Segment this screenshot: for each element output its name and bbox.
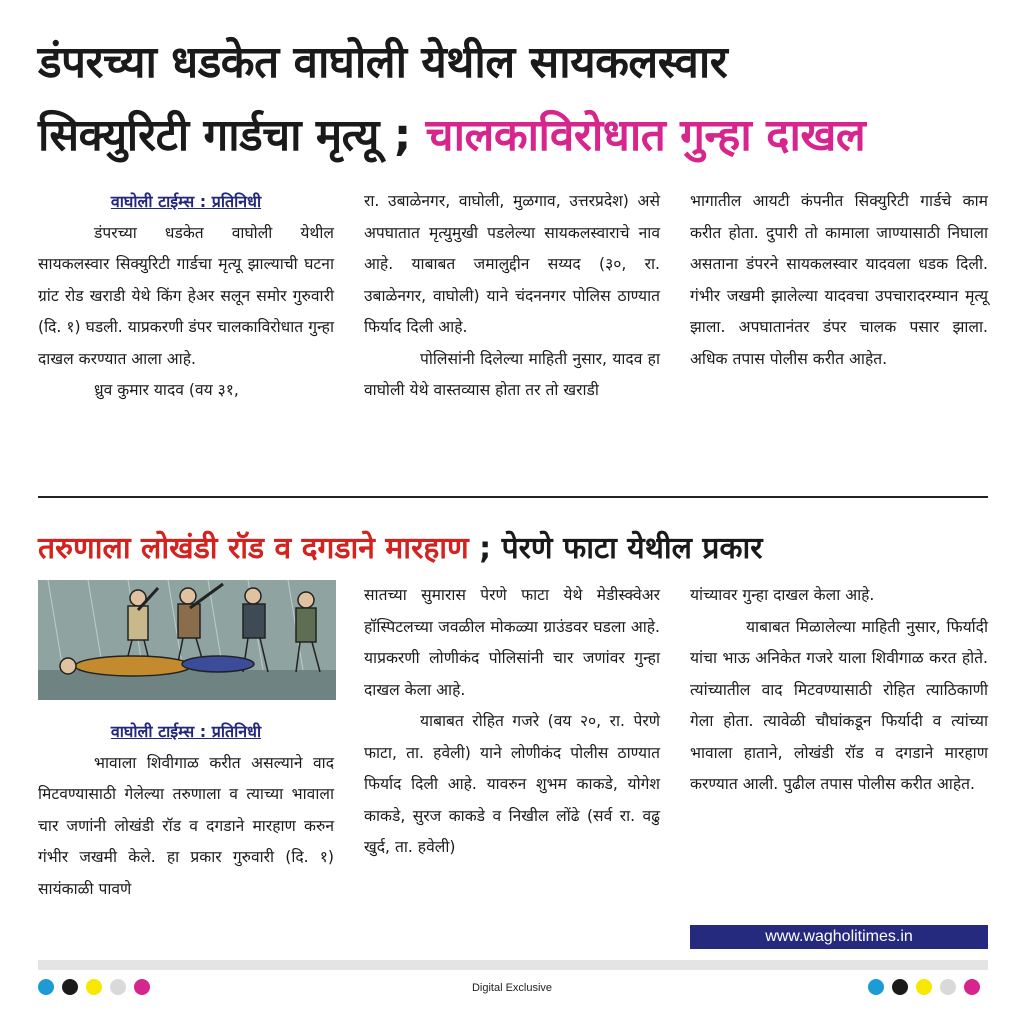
website-link[interactable]: www.wagholitimes.in — [690, 925, 988, 949]
story1-col2-paragraph-1: रा. उबाळेनगर, वाघोली, मुळगाव, उत्तरप्रदेश) असे अपघातात मृत्युमुखी पडलेल्या सायकलस्वाराचे नाव आहे. याबाबत जमालुद्दीन सय्यद (३०, रा. उबाळेनगर, वाघोली) याने चंदननगर पोलिस ठाण्यात फिर्याद दिली आहे. — [364, 192, 660, 336]
story2-col2-paragraph-2: याबाबत रोहित गजरे (वय २०, रा. पेरणे फाटा, ता. हवेली) याने लोणीकंद पोलीस ठाण्यात फिर्याद दिली आहे. यावरुन शुभम काकडे, योगेश काकडे, सुरज काकडे व निखील लोंढे (सर्व रा. वढु खुर्द, ता. हवेली) — [364, 712, 660, 856]
story2-col3-paragraph-2: याबाबत मिळालेल्या माहिती नुसार, फिर्यादी यांचा भाऊ अनिकेत गजरे याला शिवीगाळ करत होते. त्यांच्यातील वाद मिटवण्यासाठी रोहित त्याठिकाणी गेला होता. त्यावेळी चौघांकडून फिर्यादी व त्यांच्या भावाला हाताने, लोखंडी रॉड व दगडाने मारहाण करण्यात आली. पुढील तपास पोलीस करीत आहेत. — [690, 617, 988, 793]
magenta-dot — [964, 979, 980, 995]
story1-column-2 — [364, 186, 660, 407]
gray-dot — [940, 979, 956, 995]
story2-byline: वाघोली टाईम्स : प्रतिनिधी — [110, 722, 262, 741]
story2-col3-paragraph-1: यांच्यावर गुन्हा दाखल केला आहे. — [690, 586, 875, 604]
yellow-dot — [916, 979, 932, 995]
story1-column-1 — [38, 186, 334, 407]
story1-col1-paragraph-2: ध्रुव कुमार यादव (वय ३१, — [94, 381, 239, 399]
registration-dots-right — [868, 979, 980, 995]
story1-byline: वाघोली टाईम्स : प्रतिनिधी — [110, 192, 262, 211]
story2-col1-paragraph-1: भावाला शिवीगाळ करीत असल्याने वाद मिटवण्यासाठी गेलेल्या तरुणाला व त्याच्या भावाला चार जणांनी लोखंडी रॉड व दगडाने मारहाण करुन गंभीर जखमी केले. हा प्रकार गुरुवारी (दि. १) सायंकाळी पावणे — [38, 753, 334, 898]
cyan-dot — [868, 979, 884, 995]
story2-col2-paragraph-1: सातच्या सुमारास पेरणे फाटा येथे मेडीस्क्वेअर हॉस्पिटलच्या जवळील मोकळ्या ग्राउंडवर घडला आहे. याप्रकरणी लोणीकंद पोलिसांनी चार जणांवर गुन्हा दाखल केला आहे. — [364, 586, 660, 699]
story2-column-2 — [364, 580, 660, 864]
story1-headline-pink: चालकाविरोधात गुन्हा दाखल — [425, 110, 866, 161]
story2-column-1 — [38, 716, 334, 905]
assault-illustration — [38, 580, 336, 700]
section-divider — [38, 496, 988, 498]
story2-headline-black: ; पेरणे फाटा येथील प्रकार — [468, 531, 763, 566]
story1-column-3 — [690, 186, 988, 375]
black-dot — [892, 979, 908, 995]
digital-exclusive-label: Digital Exclusive — [471, 982, 553, 994]
story2-headline-red: तरुणाला लोखंडी रॉड व दगडाने मारहाण — [38, 531, 469, 566]
story2-column-3 — [690, 580, 988, 801]
story1-col2-paragraph-2: पोलिसांनी दिलेल्या माहिती नुसार, यादव हा वाघोली येथे वास्तव्यास होता तर तो खराडी — [364, 349, 660, 399]
footer-bar — [38, 960, 988, 970]
story1-headline-black: सिक्युरिटी गार्डचा मृत्यू ; — [38, 110, 426, 161]
story1-col3-paragraph-1: भागातील आयटी कंपनीत सिक्युरिटी गार्डचे काम करीत होता. दुपारी तो कामाला जाण्यासाठी निघाला असताना डंपरने सायकलस्वार यादवला धडक दिली. गंभीर जखमी झालेल्या यादवचा उपचारादरम्यान मृत्यू झाला. अपघातानंतर डंपर चालक पसार झाला. अधिक तपास पोलीस करीत आहेत. — [690, 192, 988, 368]
story1-headline-line2 — [38, 103, 865, 163]
story1-col1-paragraph-1: डंपरच्या धडकेत वाघोली येथील सायकलस्वार सिक्युरिटी गार्डचा मृत्यू झाल्याची घटना ग्रांट रोड खराडी येथे किंग हेअर सलून समोर गुरुवारी (दि. १) घडली. याप्रकरणी डंपर चालकाविरोधात गुन्हा दाखल करण्यात आला आहे. — [38, 223, 334, 368]
story2-headline — [38, 526, 763, 567]
story1-headline-line1: डंपरच्या धडकेत वाघोली येथील सायकलस्वार — [38, 37, 728, 88]
